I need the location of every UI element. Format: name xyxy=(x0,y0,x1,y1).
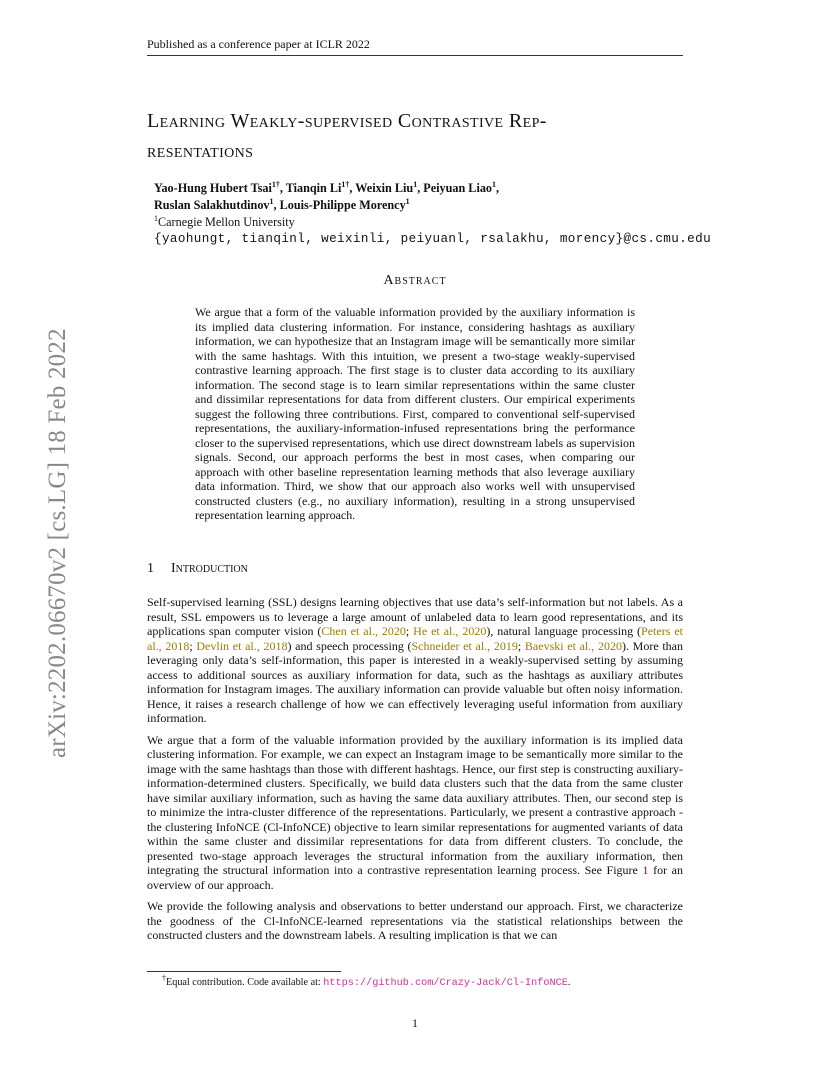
author-2-mark: 1† xyxy=(341,179,350,189)
citation-link[interactable]: Devlin et al., 2018 xyxy=(196,638,288,653)
footnote-text: Equal contribution. Code available at: xyxy=(166,977,324,988)
text-span: ; xyxy=(517,638,525,653)
footnote-end: . xyxy=(567,977,571,988)
title-line-2: resentations xyxy=(147,140,254,162)
introduction-body xyxy=(147,595,683,950)
running-header: Published as a conference paper at ICLR 2022 xyxy=(147,36,683,56)
abstract-heading: Abstract xyxy=(383,273,447,288)
author-2: Tianqin Li xyxy=(285,181,342,195)
title-line-1: Learning Weakly-supervised Contrastive Rep- xyxy=(147,110,547,132)
author-1: Yao-Hung Hubert Tsai xyxy=(154,181,272,195)
author-names: Yao-Hung Hubert Tsai$^{1\dagger}$, Tianqin $Li^{1\dagger}$, Weixin Liu$^1$, Peiyuan Liao$^1$, Ruslan Salakhutdinov$^1$, Louis-Philippe Morency$^1$ xyxy=(154,179,500,212)
arxiv-identifier-stamp[interactable]: arXiv:2202.06670v2 [cs.LG] 18 Feb 2022 xyxy=(44,328,71,758)
text-span: Self-supervised learning (SSL) designs learning objectives that use data’s self-information but not labels. As a result, SSL empowers us to leverage a large amount of unlabeled data to learn good representations, and its applications span computer vision ( xyxy=(147,595,683,638)
page-number: 1 xyxy=(412,1016,418,1030)
author-1-mark: 1† xyxy=(271,179,280,189)
citation-link[interactable]: Peters et al., 2018 xyxy=(147,624,683,653)
author-5: Ruslan Salakhutdinov xyxy=(154,198,270,212)
affiliation-mark: 1 xyxy=(154,213,158,223)
citation-link[interactable]: Chen et al., 2020 xyxy=(321,624,406,638)
text-span: ), natural language processing ( xyxy=(486,624,642,638)
paragraph-1 xyxy=(147,595,683,726)
section-title: Introduction xyxy=(171,561,248,576)
section-heading-introduction xyxy=(147,561,683,577)
author-4-mark: 1 xyxy=(492,179,497,189)
author-3: Weixin Liu xyxy=(355,181,414,195)
footnote-rule xyxy=(147,971,341,972)
text-span: ) and speech processing ( xyxy=(287,638,412,653)
text-span: We provide the following analysis and observations to better understand our approach. First, we characterize the goodness of the Cl-InfoNCE-learned representations via the statistical relationships between the constructed clusters and the downstream labels. A resulting implication is that we can xyxy=(147,899,683,942)
author-4: Peiyuan Liao xyxy=(423,181,493,195)
citation-link[interactable]: Baevski et al., 2020 xyxy=(524,638,622,653)
author-3-mark: 1 xyxy=(413,179,418,189)
text-span: ; xyxy=(189,638,197,653)
text-span: We argue that a form of the valuable information provided by the auxiliary information is its implied data clustering information. For example, we can expect an Instagram image to be semantically more similar to the image with the same hashtags than those with different hashtags. Hence, our first step is constructing auxiliary-information-determined clusters. Specifically, we build data clusters such that the data from the same cluster have similar auxiliary information, such as having the same data auxiliary attributes. Then, our second step is to minimize the intra-cluster difference of the representations. Particularly, we present a contrastive approach - the clustering InfoNCE (Cl-InfoNCE) objective to learn similar representations for augmented variants of data within the same cluster and dissimilar representations for data from different clusters. To conclude, the presented two-stage approach leverages the structural information from the auxiliary information, then integrating the structural information into a contrastive representation learning process. See Figure xyxy=(147,732,683,877)
author-emails: {yaohungt, tianqinl, weixinli, peiyuanl, rsalakhu, morency}@cs.cmu.edu xyxy=(154,232,712,246)
footnote xyxy=(162,973,722,991)
paragraph-3 xyxy=(147,899,683,943)
affiliation xyxy=(154,214,714,231)
paragraph-2 xyxy=(147,733,683,893)
footnote-mark: † xyxy=(162,973,166,983)
citation-link[interactable]: He et al., 2020 xyxy=(413,624,487,638)
text-span: ). More than leveraging only data’s self-information, this paper is interested in a weakly-supervised setting by assuming access to additional sources as auxiliary information for data, such as the hashtags as auxiliary attributes information for Instagram images. The auxiliary information can provide valuable but often noisy information. Hence, it raises a research challenge of how we can effectively leveraging useful information from auxiliary information. xyxy=(147,638,683,725)
text-span: for an overview of our approach. xyxy=(147,863,683,892)
author-6: Louis-Philippe Morency xyxy=(279,198,406,212)
author-6-mark: 1 xyxy=(405,196,410,206)
figure-reference-link[interactable]: 1 xyxy=(642,863,649,877)
affiliation-name: Carnegie Mellon University xyxy=(158,215,295,229)
author-5-mark: 1 xyxy=(269,196,274,206)
code-url-link[interactable]: https://github.com/Crazy-Jack/Cl-InfoNCE xyxy=(323,978,568,989)
author-block xyxy=(154,180,714,248)
abstract-text: We argue that a form of the valuable information provided by the auxiliary information is its implied data clustering information. For instance, considering hashtags as auxiliary information, we can hypothesize that an Instagram image will be semantically more similar with the same hashtags. With this intuition, we present a two-stage weakly-supervised contrastive learning approach. The first stage is to cluster data according to its auxiliary information. The second stage is to learn similar representations within the same cluster and dissimilar representations for data from different clusters. Our empirical experiments suggest the following three contributions. First, compared to conventional self-supervised representations, the auxiliary-information-infused representations bring the performance closer to the supervised representations, which use direct downstream labels as supervision signals. Second, our approach performs the best in most cases, when comparing our approach with other baseline representation learning methods that also leverage auxiliary data information. Third, we show that our approach also works well with unsupervised constructed clusters (e.g., no auxiliary information), resulting in a strong unsupervised representation learning approach. xyxy=(195,305,635,522)
paper-title xyxy=(147,106,707,166)
text-span: ; xyxy=(405,624,414,638)
section-number: 1 xyxy=(147,561,154,576)
citation-link[interactable]: Schneider et al., 2019 xyxy=(411,638,518,653)
